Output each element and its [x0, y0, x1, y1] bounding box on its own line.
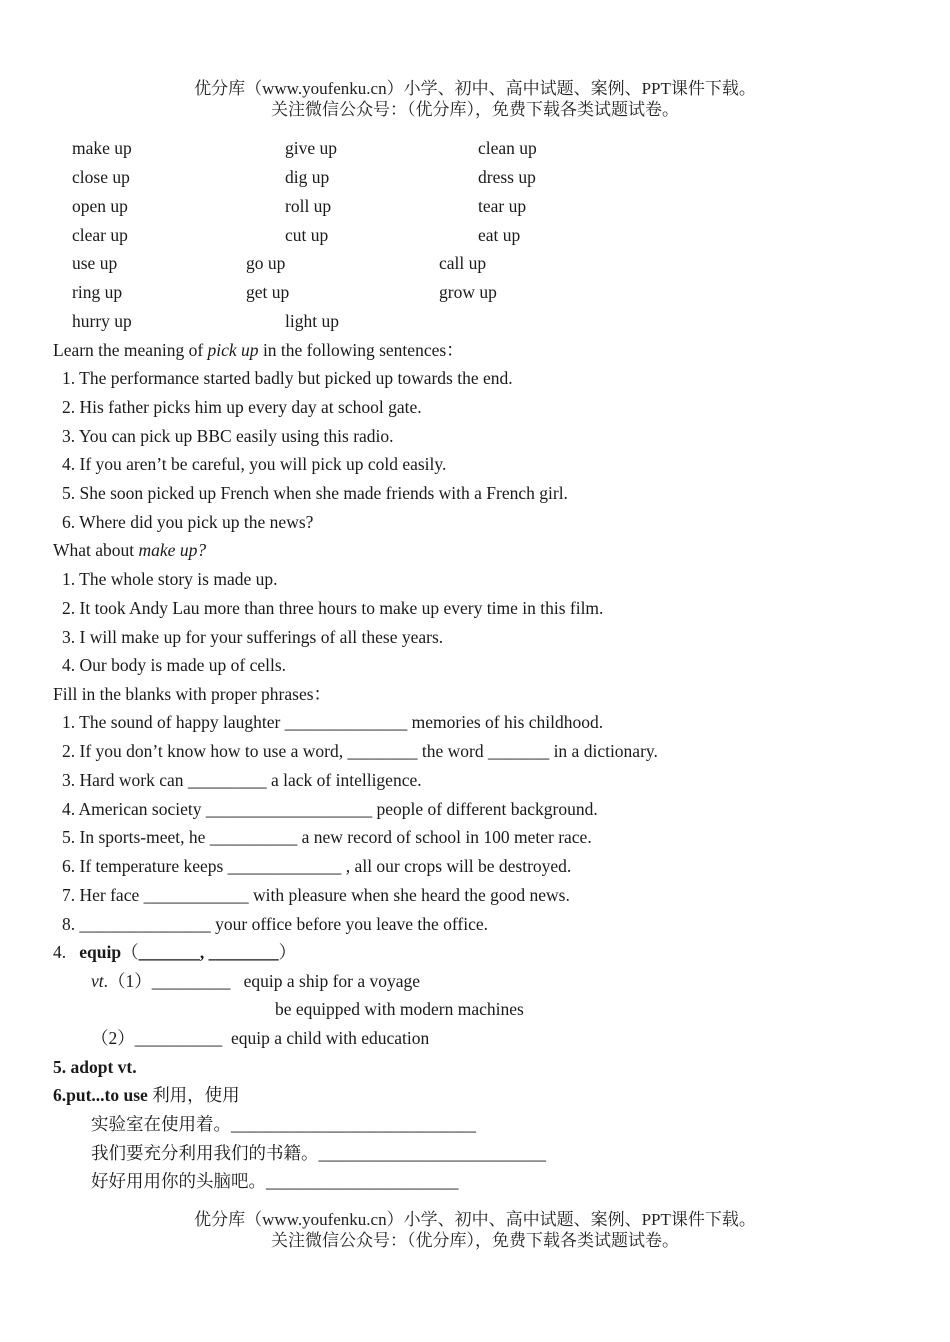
translation-item: 实验室在使用着。____________________________ — [91, 1114, 476, 1134]
phrase: open up — [72, 196, 128, 216]
translation-item: 我们要充分利用我们的书籍。__________________________ — [91, 1143, 546, 1163]
phrase: tear up — [478, 196, 527, 216]
fill-sentence: 1. The sound of happy laughter ______________ memories of his childhood. — [62, 712, 604, 732]
heading-term: make up? — [138, 540, 207, 560]
example-sentence: 4. Our body is made up of cells. — [62, 655, 287, 675]
footer-line-1: 优分库（www.youfenku.cn）小学、初中、高中试题、案例、PPT课件下载。 — [194, 1210, 756, 1229]
heading-text: Learn the meaning of — [53, 340, 208, 360]
pick-up-heading — [53, 339, 464, 361]
equip-usage-1 — [91, 970, 420, 992]
page-header — [0, 78, 950, 120]
fill-heading: Fill in the blanks with proper phrases： — [53, 684, 332, 704]
item-number: 4. — [53, 942, 67, 962]
fill-sentence: 8. _______________ your office before you leave the office. — [62, 914, 489, 934]
usage-text: .（1）_________ equip a ship for a voyage — [103, 971, 421, 991]
phrase: go up — [246, 253, 286, 273]
example-sentence: 1. The performance started badly but picked up towards the end. — [62, 368, 513, 388]
example-sentence: 6. Where did you pick up the news? — [62, 512, 314, 532]
keyword: 6.put...to use — [53, 1085, 148, 1105]
heading-text: in the following sentences： — [258, 340, 464, 360]
phrase: call up — [439, 253, 487, 273]
phrase: roll up — [285, 196, 332, 216]
fill-sentence: 3. Hard work can _________ a lack of intelligence. — [62, 770, 422, 790]
phrase: ring up — [72, 282, 123, 302]
fill-sentence: 7. Her face ____________ with pleasure when she heard the good news. — [62, 885, 570, 905]
phrase: eat up — [478, 225, 521, 245]
phrase: dress up — [478, 167, 536, 187]
bracket: ） — [278, 942, 297, 962]
example-sentence: 4. If you aren’t be careful, you will pick up cold easily. — [62, 454, 447, 474]
fill-sentence: 4. American society ___________________ people of different background. — [62, 799, 598, 819]
phrase: make up — [72, 138, 132, 158]
example-sentence: 5. She soon picked up French when she made friends with a French girl. — [62, 483, 568, 503]
bracket: （ — [121, 942, 139, 962]
header-line-1: 优分库（www.youfenku.cn）小学、初中、高中试题、案例、PPT课件下载。 — [194, 79, 756, 98]
meaning: 利用，使用 — [147, 1085, 240, 1105]
word-forms-blank: _______, ________ — [138, 942, 279, 962]
phrase: use up — [72, 253, 118, 273]
phrase: give up — [285, 138, 338, 158]
header-line-2: 关注微信公众号：（优分库），免费下载各类试题试卷。 — [271, 100, 679, 119]
part-of-speech: vt — [91, 971, 104, 991]
equip-usage-3: （2）__________ equip a child with education — [91, 1028, 430, 1048]
adopt-heading: 5. adopt vt. — [53, 1057, 137, 1077]
fill-sentence: 6. If temperature keeps _____________ , all our crops will be destroyed. — [62, 856, 572, 876]
heading-term: pick up — [207, 340, 259, 360]
example-sentence: 3. I will make up for your sufferings of all these years. — [62, 627, 444, 647]
keyword: equip — [79, 942, 122, 962]
phrase: hurry up — [72, 311, 132, 331]
fill-sentence: 5. In sports-meet, he __________ a new record of school in 100 meter race. — [62, 827, 592, 847]
fill-sentence: 2. If you don’t know how to use a word, ________ the word _______ in a dictionary. — [62, 741, 658, 761]
phrase: get up — [246, 282, 290, 302]
put-to-use-heading — [53, 1084, 240, 1106]
example-sentence: 3. You can pick up BBC easily using this radio. — [62, 426, 394, 446]
phrase: light up — [285, 311, 339, 331]
example-sentence: 1. The whole story is made up. — [62, 569, 278, 589]
footer-line-2: 关注微信公众号：（优分库），免费下载各类试题试卷。 — [271, 1231, 679, 1250]
phrase: clear up — [72, 225, 128, 245]
phrase: grow up — [439, 282, 497, 302]
example-sentence: 2. It took Andy Lau more than three hours to make up every time in this film. — [62, 598, 604, 618]
phrase: close up — [72, 167, 130, 187]
example-sentence: 2. His father picks him up every day at school gate. — [62, 397, 422, 417]
phrase: clean up — [478, 138, 537, 158]
equip-heading — [53, 941, 296, 963]
page-footer — [0, 1209, 950, 1251]
translation-item: 好好用用你的头脑吧。______________________ — [91, 1171, 459, 1191]
equip-usage-2: be equipped with modern machines — [275, 999, 524, 1019]
phrase: dig up — [285, 167, 330, 187]
heading-text: What about — [53, 540, 139, 560]
phrase: cut up — [285, 225, 329, 245]
make-up-heading — [53, 539, 206, 561]
